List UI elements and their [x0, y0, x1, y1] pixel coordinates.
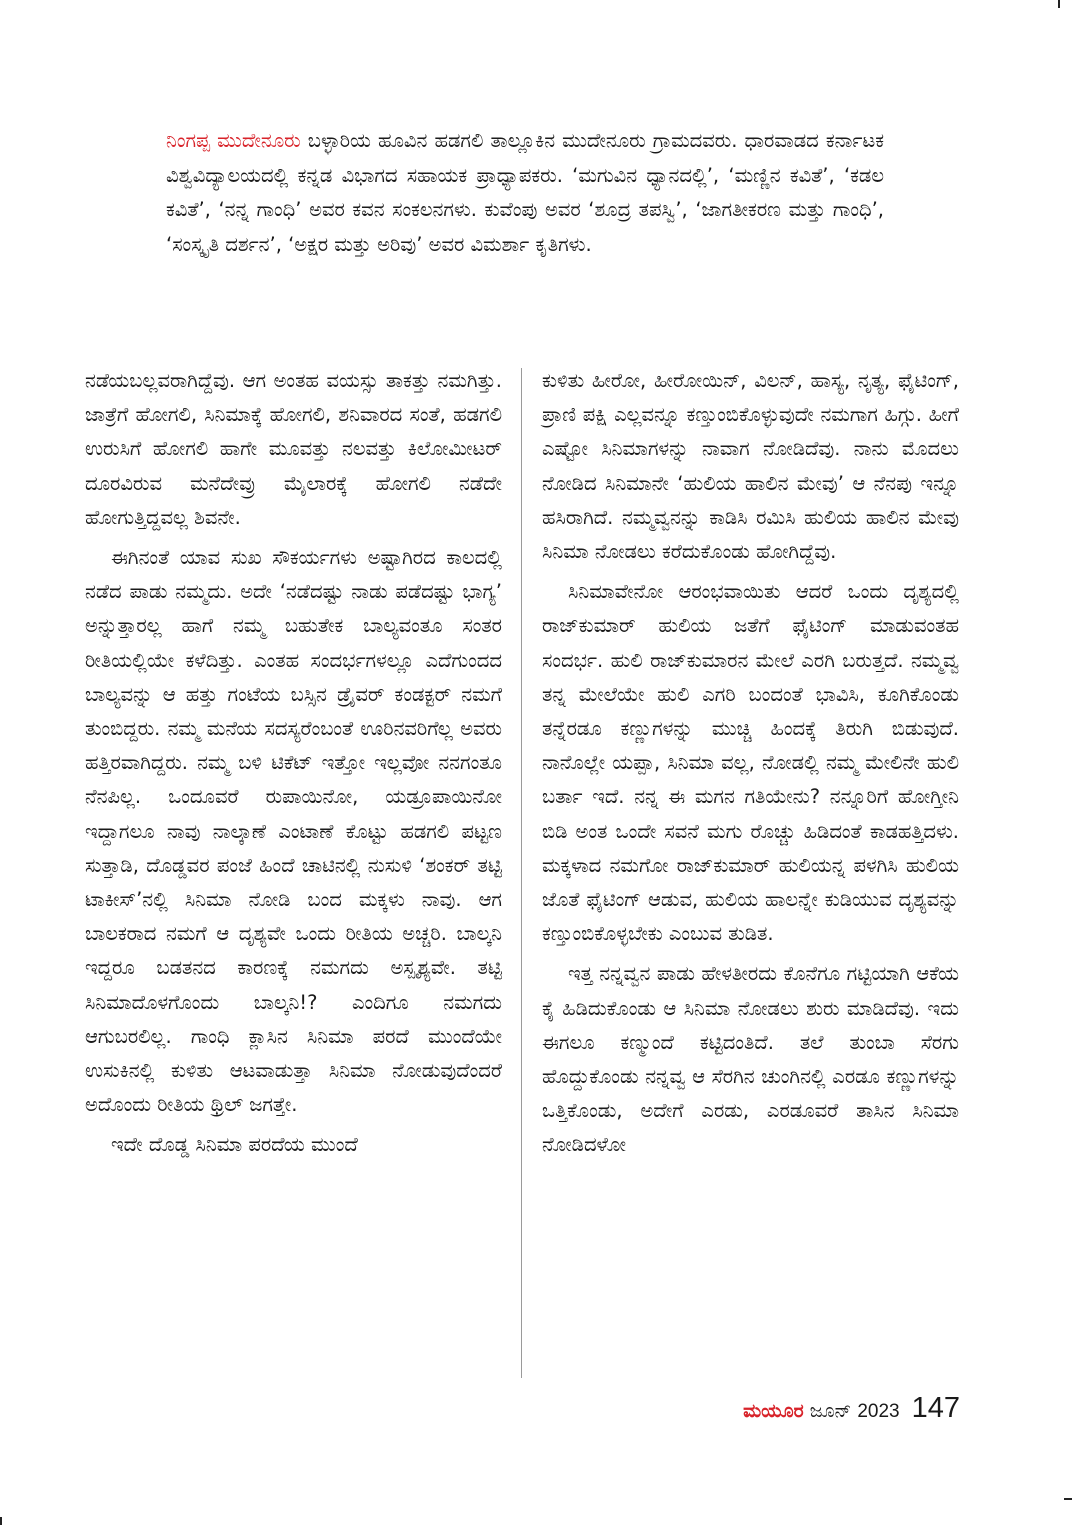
page-number: 147	[911, 1392, 960, 1424]
author-bio	[166, 124, 884, 262]
paragraph: ಇತ್ತ ನನ್ನವ್ವನ ಪಾಡು ಹೇಳತೀರದು ಕೊನೆಗೂ ಗಟ್ಟಿಯಾಗಿ ಆಕೆಯ ಕೈ ಹಿಡಿದುಕೊಂಡು ಆ ಸಿನಿಮಾ ನೋಡಲು ಶುರು ಮಾಡಿದೆವು. ಇದು ಈಗಲೂ ಕಣ್ಮುಂದೆ ಕಟ್ಟಿದಂತಿದೆ. ತಲೆ ತುಂಬಾ ಸೆರಗು ಹೊದ್ದುಕೊಂಡು ನನ್ನವ್ವ ಆ ಸೆರಗಿನ ಚುಂಗಿನಲ್ಲಿ ಎರಡೂ ಕಣ್ಣುಗಳನ್ನು ಒತ್ತಿಕೊಂಡು, ಅದೇಗೆ ಎರಡು, ಎರಡೂವರೆ ತಾಸಿನ ಸಿನಿಮಾ ನೋಡಿದಳೋ	[542, 962, 959, 1157]
crop-mark	[1064, 1498, 1072, 1500]
article-column-right	[542, 364, 959, 1169]
author-name: ನಿಂಗಪ್ಪ ಮುದೇನೂರು	[166, 129, 301, 152]
issue-year: 2023	[857, 1401, 900, 1422]
crop-mark	[0, 1517, 2, 1525]
paragraph: ಈಗಿನಂತೆ ಯಾವ ಸುಖ ಸೌಕರ್ಯಗಳು ಅಷ್ಟಾಗಿರದ ಕಾಲದಲ್ಲಿ ನಡೆದ ಪಾಡು ನಮ್ಮದು. ಅದೇ ‘ನಡೆದಷ್ಟು ನಾಡು ಪಡೆದಷ್ಟು ಭಾಗ್ಯ’ ಅನ್ನುತ್ತಾರಲ್ಲ ಹಾಗೆ ನಮ್ಮ ಬಹುತೇಕ ಬಾಲ್ಯವಂತೂ ಸಂತರ ರೀತಿಯಲ್ಲಿಯೇ ಕಳೆದಿತ್ತು. ಎಂತಹ ಸಂದರ್ಭಗಳಲ್ಲೂ ಎದೆಗುಂದದ ಬಾಲ್ಯವನ್ನು ಆ ಹತ್ತು ಗಂಟೆಯ ಬಸ್ಸಿನ ಡ್ರೈವರ್ ಕಂಡಕ್ಟರ್ ನಮಗೆ ತುಂಬಿದ್ದರು. ನಮ್ಮ ಮನೆಯ ಸದಸ್ಯರೆಂಬಂತೆ ಊರಿನವರಿಗೆಲ್ಲ ಅವರು ಹತ್ತಿರವಾಗಿದ್ದರು. ನಮ್ಮ ಬಳಿ ಟಿಕೆಟ್ ಇತ್ತೋ ಇಲ್ಲವೋ ನನಗಂತೂ ನೆನಪಿಲ್ಲ. ಒಂದೂವರೆ ರುಪಾಯಿನೋ, ಯಡ್ರೂಪಾಯಿನೋ ಇದ್ದಾಗಲೂ ನಾವು ನಾಲ್ಕಾಣೆ ಎಂಟಾಣೆ ಕೊಟ್ಟು ಹಡಗಲಿ ಪಟ್ಟಣ ಸುತ್ತಾಡಿ, ದೊಡ್ಡವರ ಪಂಜೆ ಹಿಂದೆ ಚಾಟಿನಲ್ಲಿ ನುಸುಳಿ ‘ಶಂಕರ್ ತಟ್ಟಿ ಟಾಕೀಸ್’ನಲ್ಲಿ ಸಿನಿಮಾ ನೋಡಿ ಬಂದ ಮಕ್ಕಳು ನಾವು. ಆಗ ಬಾಲಕರಾದ ನಮಗೆ ಆ ದೃಶ್ಯವೇ ಒಂದು ರೀತಿಯ ಅಚ್ಚರಿ. ಬಾಲ್ಕನಿ ಇದ್ದರೂ ಬಡತನದ ಕಾರಣಕ್ಕೆ ನಮಗದು ಅಸ್ಪೃಶ್ಯವೇ. ತಟ್ಟಿ ಸಿನಿಮಾದೊಳಗೊಂದು ಬಾಲ್ಕನಿ!? ಎಂದಿಗೂ ನಮಗದು ಆಗುಬರಲಿಲ್ಲ. ಗಾಂಧಿ ಕ್ಲಾಸಿನ ಸಿನಿಮಾ ಪರದೆ ಮುಂದೆಯೇ ಉಸುಕಿನಲ್ಲಿ ಕುಳಿತು ಆಟವಾಡುತ್ತಾ ಸಿನಿಮಾ ನೋಡುವುದೆಂದರೆ ಅದೊಂದು ರೀತಿಯ ಥ್ರಿಲ್ ಜಗತ್ತೇ.	[85, 546, 502, 1117]
crop-mark	[1058, 0, 1060, 8]
column-divider	[521, 368, 522, 1378]
magazine-logo: ಮಯೂರ	[743, 1400, 804, 1422]
author-bio-text: ಬಳ್ಳಾರಿಯ ಹೂವಿನ ಹಡಗಲಿ ತಾಲ್ಲೂಕಿನ ಮುದೇನೂರು ಗ್ರಾಮದವರು. ಧಾರವಾಡದ ಕರ್ನಾಟಕ ವಿಶ್ವವಿದ್ಯಾಲಯದಲ್ಲಿ ಕನ್ನಡ ವಿಭಾಗದ ಸಹಾಯಕ ಪ್ರಾಧ್ಯಾಪಕರು. ‘ಮಗುವಿನ ಧ್ಯಾನದಲ್ಲಿ’, ‘ಮಣ್ಣಿನ ಕವಿತೆ’, ‘ಕಡಲ ಕವಿತೆ’, ‘ನನ್ನ ಗಾಂಧಿ’ ಅವರ ಕವನ ಸಂಕಲನಗಳು. ಕುವೆಂಪು ಅವರ ‘ಶೂದ್ರ ತಪಸ್ವಿ’, ‘ಜಾಗತೀಕರಣ ಮತ್ತು ಗಾಂಧಿ’, ‘ಸಂಸ್ಕೃತಿ ದರ್ಶನ’, ‘ಅಕ್ಷರ ಮತ್ತು ಅರಿವು’ ಅವರ ವಿಮರ್ಶಾ ಕೃತಿಗಳು.	[166, 129, 884, 256]
paragraph: ಕುಳಿತು ಹೀರೋ, ಹೀರೋಯಿನ್, ವಿಲನ್, ಹಾಸ್ಯ, ನೃತ್ಯ, ಫೈಟಿಂಗ್, ಪ್ರಾಣಿ ಪಕ್ಷಿ ಎಲ್ಲವನ್ನೂ ಕಣ್ತುಂಬಿಕೊಳ್ಳುವುದೇ ನಮಗಾಗ ಹಿಗ್ಗು. ಹೀಗೆ ಎಷ್ಟೋ ಸಿನಿಮಾಗಳನ್ನು ನಾವಾಗ ನೋಡಿದೆವು. ನಾನು ಮೊದಲು ನೋಡಿದ ಸಿನಿಮಾನೇ ‘ಹುಲಿಯ ಹಾಲಿನ ಮೇವು’ ಆ ನೆನಪು ಇನ್ನೂ ಹಸಿರಾಗಿದೆ. ನಮ್ಮವ್ವನನ್ನು ಕಾಡಿಸಿ ರಮಿಸಿ ಹುಲಿಯ ಹಾಲಿನ ಮೇವು ಸಿನಿಮಾ ನೋಡಲು ಕರೆದುಕೊಂಡು ಹೋಗಿದ್ದೆವು.	[542, 369, 959, 564]
paragraph: ನಡೆಯಬಲ್ಲವರಾಗಿದ್ದೆವು. ಆಗ ಅಂತಹ ವಯಸ್ಸು ತಾಕತ್ತು ನಮಗಿತ್ತು. ಜಾತ್ರೆಗೆ ಹೋಗಲಿ, ಸಿನಿಮಾಕ್ಕೆ ಹೋಗಲಿ, ಶನಿವಾರದ ಸಂತೆ, ಹಡಗಲಿ ಉರುಸಿಗೆ ಹೋಗಲಿ ಹಾಗೇ ಮೂವತ್ತು ನಲವತ್ತು ಕಿಲೋಮೀಟರ್ ದೂರವಿರುವ ಮನೆದೇವ್ರು ಮೈಲಾರಕ್ಕೆ ಹೋಗಲಿ ನಡೆದೇ ಹೋಗುತ್ತಿದ್ದವಲ್ಲ ಶಿವನೇ.	[85, 369, 502, 529]
paragraph: ಇದೇ ದೊಡ್ಡ ಸಿನಿಮಾ ಪರದೆಯ ಮುಂದೆ	[111, 1133, 358, 1157]
article-column-left	[85, 364, 502, 1169]
paragraph: ಸಿನಿಮಾವೇನೋ ಆರಂಭವಾಯಿತು ಆದರೆ ಒಂದು ದೃಶ್ಯದಲ್ಲಿ ರಾಜ್‌ಕುಮಾರ್ ಹುಲಿಯ ಜತೆಗೆ ಫೈಟಿಂಗ್ ಮಾಡುವಂತಹ ಸಂದರ್ಭ. ಹುಲಿ ರಾಜ್‌ಕುಮಾರನ ಮೇಲೆ ಎರಗಿ ಬರುತ್ತದೆ. ನಮ್ಮವ್ವ ತನ್ನ ಮೇಲೆಯೇ ಹುಲಿ ಎಗರಿ ಬಂದಂತೆ ಭಾವಿಸಿ, ಕೂಗಿಕೊಂಡು ತನ್ನೆರಡೂ ಕಣ್ಣುಗಳನ್ನು ಮುಚ್ಚಿ ಹಿಂದಕ್ಕೆ ತಿರುಗಿ ಬಿಡುವುದೆ. ನಾನೊಲ್ಲೇ ಯಪ್ಪಾ, ಸಿನಿಮಾ ವಲ್ಲ, ನೋಡಲ್ಲಿ ನಮ್ಮ ಮೇಲಿನೇ ಹುಲಿ ಬರ್ತಾ ಇದೆ. ನನ್ನ ಈ ಮಗನ ಗತಿಯೇನು? ನನ್ನೂರಿಗೆ ಹೋಗ್ತೀನಿ ಬಿಡಿ ಅಂತ ಒಂದೇ ಸವನೆ ಮಗು ರೊಚ್ಚು ಹಿಡಿದಂತೆ ಕಾಡಹತ್ತಿದಳು. ಮಕ್ಕಳಾದ ನಮಗೋ ರಾಜ್‌ಕುಮಾರ್ ಹುಲಿಯನ್ನ ಪಳಗಿಸಿ ಹುಲಿಯ ಜೊತೆ ಫೈಟಿಂಗ್ ಆಡುವ, ಹುಲಿಯ ಹಾಲನ್ನೇ ಕುಡಿಯುವ ದೃಶ್ಯವನ್ನು ಕಣ್ತುಂಬಿಕೊಳ್ಳಬೇಕು ಎಂಬುವ ತುಡಿತ.	[542, 580, 959, 946]
issue-month: ಜೂನ್	[809, 1400, 852, 1422]
page-footer	[743, 1392, 960, 1425]
